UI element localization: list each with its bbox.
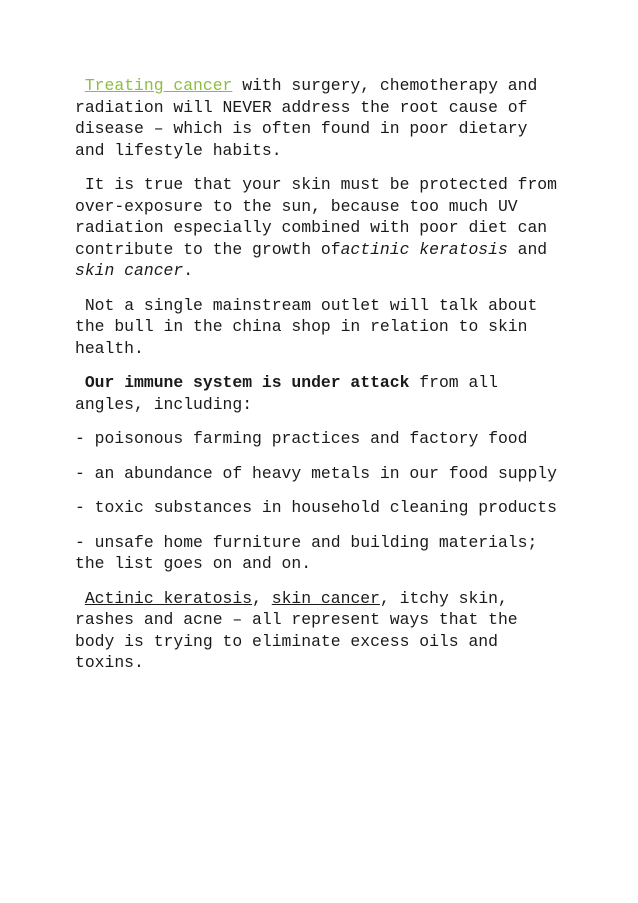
paragraph-text: , itchy skin, rashes and acne – all represent ways that the body is trying to eliminate excess oils and toxins. bbox=[75, 588, 518, 672]
paragraph-actinic-keratosis bbox=[75, 588, 565, 674]
list-item: - poisonous farming practices and factory food bbox=[75, 429, 528, 448]
list-item: - toxic substances in household cleaning products bbox=[75, 498, 557, 517]
italic-skin-cancer: skin cancer bbox=[75, 261, 184, 280]
bold-immune-system: Our immune system is under attack bbox=[84, 373, 410, 392]
paragraph-mainstream-outlet bbox=[75, 295, 565, 360]
paragraph-text: . bbox=[183, 261, 194, 280]
paragraph-treating-cancer bbox=[75, 75, 565, 161]
paragraph-immune-system bbox=[75, 372, 565, 415]
treating-cancer-link[interactable]: Treating cancer bbox=[84, 76, 233, 95]
paragraph-sun-exposure bbox=[75, 174, 565, 282]
paragraph-text: and bbox=[507, 239, 548, 259]
document-page bbox=[75, 75, 565, 687]
list-item: - an abundance of heavy metals in our food supply bbox=[75, 463, 557, 483]
paragraph-text: with surgery, chemotherapy and radiation will NEVER address the root cause of disease – which is often found in poor dietary and lifestyle habits. bbox=[75, 76, 538, 160]
paragraph-text: from all angles, including: bbox=[75, 373, 498, 414]
paragraph-text: Not a single mainstream outlet will talk about the bull in the china shop in relation to skin health. bbox=[75, 295, 538, 358]
paragraph-text: It is true that your skin must be protected from over-exposure to the sun, because too much UV radiation especially combined with poor diet can contribute to the growth of bbox=[75, 175, 557, 259]
list-item: - unsafe home furniture and building materials; the list goes on and on. bbox=[75, 532, 538, 573]
actinic-keratosis-link[interactable]: Actinic keratosis bbox=[84, 588, 253, 608]
skin-cancer-link[interactable]: skin cancer bbox=[271, 588, 380, 608]
italic-actinic-keratosis: actinic keratosis bbox=[340, 239, 508, 259]
paragraph-text: , bbox=[252, 588, 272, 608]
